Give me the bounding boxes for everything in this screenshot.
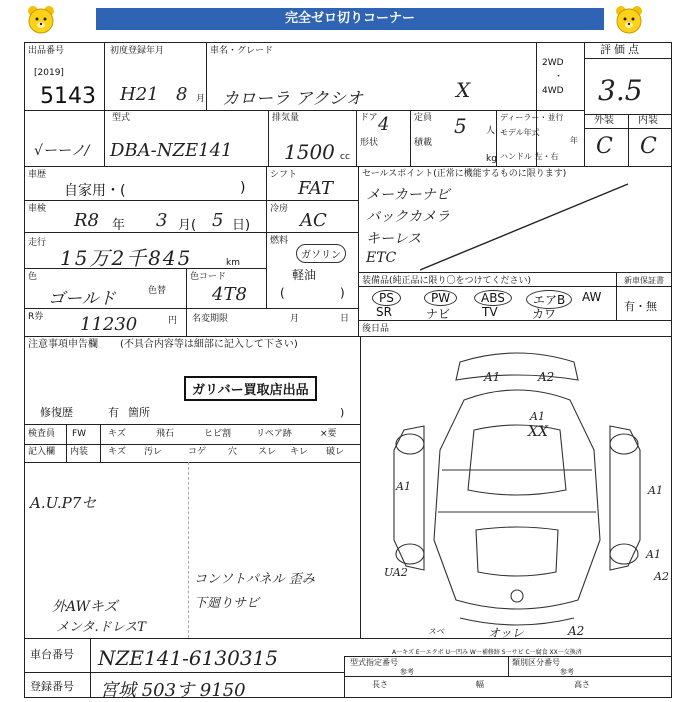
lot-year-tag: [2019] — [34, 68, 64, 78]
recycle-value: 11230 — [80, 314, 138, 335]
fuel-diesel: 軽油 — [292, 268, 317, 282]
inspection-month: 3 — [156, 210, 168, 231]
mascot-bear-left-icon — [24, 3, 58, 37]
fuel-gasoline: ガソリン — [296, 244, 346, 263]
chassis-label: 車台番号 — [30, 648, 74, 661]
capacity-unit: 人 — [486, 126, 496, 136]
selling-point-1: メーカーナビ — [366, 187, 450, 203]
usage-label: 車歴 — [28, 170, 47, 180]
shift-label: シフト — [270, 170, 298, 180]
selling-points-strike-icon — [420, 182, 630, 272]
first-reg-month-unit: 月 — [196, 94, 206, 104]
dim-length: 長さ — [372, 680, 388, 689]
displacement-value: 1500 — [284, 140, 335, 164]
registration-month: 月 — [290, 314, 300, 324]
selling-point-3: キーレス — [366, 231, 422, 247]
drive-2wd: 2WD — [542, 58, 564, 68]
plate-label: 登録番号 — [30, 680, 74, 693]
int-item-5: スレ — [258, 447, 277, 457]
dim-width: 幅 — [476, 680, 484, 689]
usage-value: 自家用・( — [64, 183, 126, 199]
inspector-label: 検査員 — [28, 429, 56, 439]
int-item-6: キレ — [290, 447, 308, 457]
fw-item-5: ×要 — [320, 429, 337, 439]
car-mark-1: A1 — [484, 370, 501, 384]
remark-1: A.U.P7セ — [30, 494, 97, 512]
model-scrawl: √ーーノ/ — [34, 143, 90, 159]
int-item-1: キズ — [108, 447, 126, 457]
doors-label: ドア — [360, 113, 378, 123]
int-item-3: コゲ — [188, 447, 207, 457]
repair-history-value: 有 — [108, 406, 119, 419]
registration-day: 日 — [340, 314, 350, 324]
ac-label: 冷房 — [270, 204, 289, 214]
shift-value: FAT — [298, 178, 333, 199]
displacement-label: 排気量 — [272, 113, 300, 123]
int-item-2: 汚レ — [144, 447, 163, 457]
remark-2: コンソトパネル 歪み — [194, 572, 315, 587]
color-code-label: 色コード — [190, 272, 227, 282]
drive-4wd: 4WD — [542, 86, 564, 96]
load-unit: kg — [486, 154, 497, 164]
car-mark-5: A1 — [396, 480, 411, 493]
inspection-year-unit: 年 — [112, 218, 126, 233]
equip-sr: SR — [376, 305, 392, 319]
notes-label: 注意事項申告欄 — [28, 339, 98, 350]
equip-ps: PS — [372, 290, 401, 306]
car-mark-9: A2 — [654, 570, 669, 583]
mascot-bear-right-icon — [612, 3, 646, 37]
model-year-unit: 年 — [570, 136, 578, 145]
fuel-close: ) — [340, 286, 345, 300]
plate-value: 宮城 503す 9150 — [100, 680, 246, 701]
dealer-label: ディーラー・並行 — [500, 113, 564, 122]
rating-exterior-value: C — [596, 134, 613, 159]
remark-3: 下廻りサビ — [194, 596, 260, 611]
usage-close: ) — [240, 180, 246, 196]
equip-abs: ABS — [474, 290, 512, 306]
equip-pw: PW — [424, 290, 457, 306]
damage-legend: A一キズ E一エクボ U一凹み W一補修跡 S一サビ C一腐食 XX一交換済 — [392, 649, 582, 656]
car-mark-3: A1 — [530, 410, 545, 423]
doors-value: 4 — [378, 114, 390, 135]
lot-number: 5143 — [40, 84, 96, 109]
rating-value: 3.5 — [598, 74, 643, 107]
shape-label: 形状 — [360, 138, 379, 148]
car-mark-2: A2 — [538, 370, 555, 384]
model-label: 型式 — [112, 113, 131, 123]
category-ref: 参考 — [560, 668, 574, 676]
notes-sub: (不具合内容等は細部に記入して下さい) — [120, 339, 298, 350]
equip-navi: ナビ — [426, 307, 451, 321]
first-reg-label: 初度登録年月 — [110, 46, 165, 56]
ac-value: AC — [300, 210, 327, 231]
color-no-label: 色替 — [148, 286, 167, 296]
rating-label: 評価点 — [600, 43, 642, 56]
dim-height: 高さ — [574, 680, 590, 689]
car-mark-11: A2 — [568, 624, 585, 638]
repair-close: ) — [340, 406, 345, 419]
mileage-label: 走行 — [28, 238, 47, 248]
category-label: 類別区分番号 — [512, 658, 560, 667]
car-name-label: 車名・グレード — [210, 46, 274, 56]
recycle-label: R券 — [28, 312, 44, 322]
remark-5: メンタ.ドレスT — [56, 620, 146, 635]
capacity-value: 5 — [454, 114, 467, 138]
type-designation-ref: 参考 — [400, 668, 414, 676]
mileage-value: 15万2千845 — [60, 246, 193, 270]
type-designation-label: 型式指定番号 — [350, 658, 398, 667]
warranty-value: 有・無 — [624, 300, 657, 313]
load-label: 積載 — [414, 138, 433, 148]
equip-leather: カワ — [532, 307, 557, 321]
color-value: ゴールド — [48, 289, 116, 309]
car-mark-4: XX — [528, 424, 548, 440]
inspection-day-unit: 日) — [232, 218, 251, 233]
lot-label: 出品番号 — [28, 46, 65, 56]
car-name-value: カローラ アクシオ — [222, 89, 363, 109]
selling-point-4: ETC — [366, 250, 397, 266]
color-code-value: 4T8 — [212, 284, 247, 305]
fw-item-3: ヒビ割 — [204, 429, 232, 439]
page-title: 完全ゼロ切りコーナー — [96, 8, 604, 30]
first-reg-era: H21 — [120, 84, 159, 105]
inspection-year: R8 — [74, 210, 100, 231]
color-label: 色 — [28, 272, 38, 282]
fw-item-2: 飛石 — [156, 429, 175, 439]
repair-history-label: 修復歴 — [40, 406, 73, 419]
equip-aw: AW — [582, 290, 602, 304]
fuel-label: 燃料 — [270, 236, 289, 246]
equip-tv: TV — [482, 305, 498, 319]
fw-item-1: キズ — [108, 429, 126, 439]
notes-stamp: ガリバー買取店出品 — [184, 376, 317, 401]
fw-item-4: リペア跡 — [256, 429, 292, 439]
rating-exterior-label: 外装 — [594, 115, 614, 126]
fuel-open: ( — [280, 286, 285, 300]
car-mark-12: スベ — [428, 627, 444, 636]
car-mark-10: オッレ — [488, 626, 524, 640]
chassis-value: NZE141-6130315 — [98, 646, 278, 670]
int-item-4: 穴 — [228, 447, 238, 457]
model-value: DBA-NZE141 — [110, 140, 233, 161]
first-reg-month: 8 — [176, 84, 188, 105]
recycle-unit: 円 — [168, 316, 178, 326]
rating-interior-value: C — [640, 134, 657, 159]
repair-place-label: 箇所 — [128, 406, 150, 419]
inspection-month-unit: 月( — [178, 218, 197, 233]
handle-label: ハンドル 左・右 — [500, 152, 559, 161]
rating-interior-label: 内装 — [638, 115, 658, 126]
inspection-day: 5 — [212, 210, 224, 231]
int-item-7: 破レ — [326, 447, 345, 457]
rear-seat-label: 後日品 — [362, 324, 390, 334]
registration-label: 名変期限 — [192, 314, 229, 324]
model-year-label: モデル年式 — [500, 128, 540, 137]
car-mark-8: A1 — [646, 548, 661, 561]
displacement-unit: cc — [340, 152, 350, 162]
inspector-fw: FW — [72, 429, 87, 439]
entry-label: 記入欄 — [28, 447, 56, 457]
car-mark-7: UA2 — [384, 566, 408, 579]
mileage-unit: km — [226, 258, 240, 268]
selling-point-2: バックカメラ — [366, 209, 450, 225]
inspection-label: 車検 — [28, 204, 47, 214]
car-grade-value: X — [456, 78, 471, 102]
inspector-interior: 内装 — [70, 447, 89, 457]
selling-points-label: セールスポイント(正常に機能するものに限ります) — [362, 169, 567, 179]
equipment-label: 装備品(純正品に限り〇をつけてください) — [362, 276, 532, 286]
capacity-label: 定員 — [414, 113, 433, 123]
remark-4: 外AWキズ — [52, 599, 118, 615]
drive-dot: ・ — [554, 72, 564, 82]
equip-airbag: エアB — [526, 290, 572, 309]
warranty-label: 新車保証書 — [624, 276, 664, 285]
car-mark-6: A1 — [648, 484, 663, 497]
